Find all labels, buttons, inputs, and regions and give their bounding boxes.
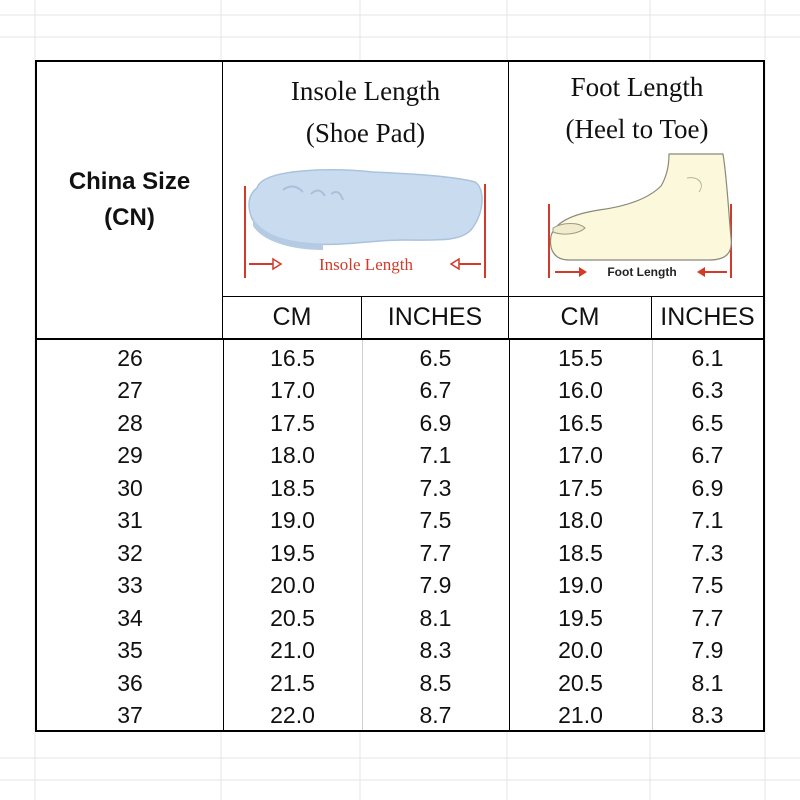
size-cell: 36 [117, 669, 143, 696]
size-cell: 32 [117, 539, 143, 566]
foot-inches-cell: 6.9 [691, 474, 724, 501]
foot-cm-cell: 20.5 [558, 669, 603, 696]
insole-inches-cell: 6.7 [419, 377, 452, 404]
foot-inches-cell: 6.1 [691, 344, 724, 371]
size-cell: 27 [117, 377, 143, 404]
foot-cm-cell: 17.0 [558, 442, 603, 469]
foot-cm-cell: 17.5 [558, 474, 603, 501]
foot-inches-cell: 7.7 [691, 604, 724, 631]
table-row [37, 342, 763, 375]
insole-length-header [223, 62, 509, 296]
china-size-header [37, 62, 223, 340]
china-size-header-line1: China Size [68, 168, 191, 195]
insole-cm-cell: 21.0 [270, 637, 315, 664]
insole-title-line2: (Shoe Pad) [305, 118, 426, 148]
insole-cm-cell: 19.5 [270, 539, 315, 566]
foot-illustration-label: Foot Length [607, 265, 677, 279]
table-row [37, 602, 763, 635]
table-row [37, 700, 763, 733]
foot-inches-cell: 8.3 [691, 702, 724, 729]
foot-cm-header: CM [509, 296, 652, 340]
size-cell: 37 [117, 702, 143, 729]
foot-cm-cell: 18.5 [558, 539, 603, 566]
size-cell: 26 [117, 344, 143, 371]
insole-cm-cell: 20.5 [270, 604, 315, 631]
table-row [37, 505, 763, 538]
foot-cm-cell: 20.0 [558, 637, 603, 664]
foot-cm-cell: 18.0 [558, 507, 603, 534]
size-chart-table [35, 60, 765, 732]
insole-cm-cell: 22.0 [270, 702, 315, 729]
insole-cm-header: CM [223, 296, 362, 340]
insole-inches-cell: 6.9 [419, 409, 452, 436]
foot-inches-header: INCHES [652, 296, 763, 340]
insole-cm-cell: 17.0 [270, 377, 315, 404]
foot-title-line1: Foot Length [570, 72, 704, 102]
foot-length-header [509, 62, 765, 296]
insole-inches-cell: 8.7 [419, 702, 452, 729]
foot-inches-cell: 7.3 [691, 539, 724, 566]
insole-inches-cell: 7.9 [419, 572, 452, 599]
table-row [37, 667, 763, 700]
insole-cm-cell: 17.5 [270, 409, 315, 436]
insole-cm-cell: 21.5 [270, 669, 315, 696]
insole-cm-cell: 18.5 [270, 474, 315, 501]
insole-illustration-icon [223, 160, 509, 290]
size-cell: 33 [117, 572, 143, 599]
foot-inches-cell: 6.5 [691, 409, 724, 436]
size-cell: 29 [117, 442, 143, 469]
foot-cm-cell: 16.5 [558, 409, 603, 436]
foot-title-line2: (Heel to Toe) [565, 114, 709, 144]
insole-inches-header: INCHES [362, 296, 509, 340]
foot-cm-cell: 21.0 [558, 702, 603, 729]
foot-cm-cell: 19.5 [558, 604, 603, 631]
insole-inches-cell: 8.5 [419, 669, 452, 696]
insole-cm-cell: 16.5 [270, 344, 315, 371]
insole-inches-cell: 8.3 [419, 637, 452, 664]
table-row [37, 375, 763, 408]
table-row [37, 635, 763, 668]
table-row [37, 537, 763, 570]
foot-inches-cell: 6.3 [691, 377, 724, 404]
foot-cm-cell: 15.5 [558, 344, 603, 371]
insole-inches-cell: 7.3 [419, 474, 452, 501]
insole-illustration-label: Insole Length [319, 255, 413, 274]
insole-inches-cell: 8.1 [419, 604, 452, 631]
insole-cm-cell: 19.0 [270, 507, 315, 534]
size-cell: 30 [117, 474, 143, 501]
foot-cm-cell: 16.0 [558, 377, 603, 404]
insole-inches-cell: 7.7 [419, 539, 452, 566]
insole-inches-cell: 7.1 [419, 442, 452, 469]
foot-inches-cell: 6.7 [691, 442, 724, 469]
table-row [37, 472, 763, 505]
table-row [37, 440, 763, 473]
insole-cm-cell: 20.0 [270, 572, 315, 599]
size-cell: 35 [117, 637, 143, 664]
foot-inches-cell: 7.5 [691, 572, 724, 599]
table-row [37, 570, 763, 603]
china-size-header-line2: (CN) [104, 204, 155, 231]
foot-inches-cell: 8.1 [691, 669, 724, 696]
insole-inches-cell: 6.5 [419, 344, 452, 371]
table-row [37, 407, 763, 440]
insole-title-line1: Insole Length [290, 76, 441, 106]
insole-inches-cell: 7.5 [419, 507, 452, 534]
foot-cm-cell: 19.0 [558, 572, 603, 599]
foot-inches-cell: 7.1 [691, 507, 724, 534]
insole-cm-cell: 18.0 [270, 442, 315, 469]
foot-illustration-icon [509, 148, 765, 288]
size-cell: 34 [117, 604, 143, 631]
size-cell: 28 [117, 409, 143, 436]
foot-inches-cell: 7.9 [691, 637, 724, 664]
size-cell: 31 [117, 507, 143, 534]
